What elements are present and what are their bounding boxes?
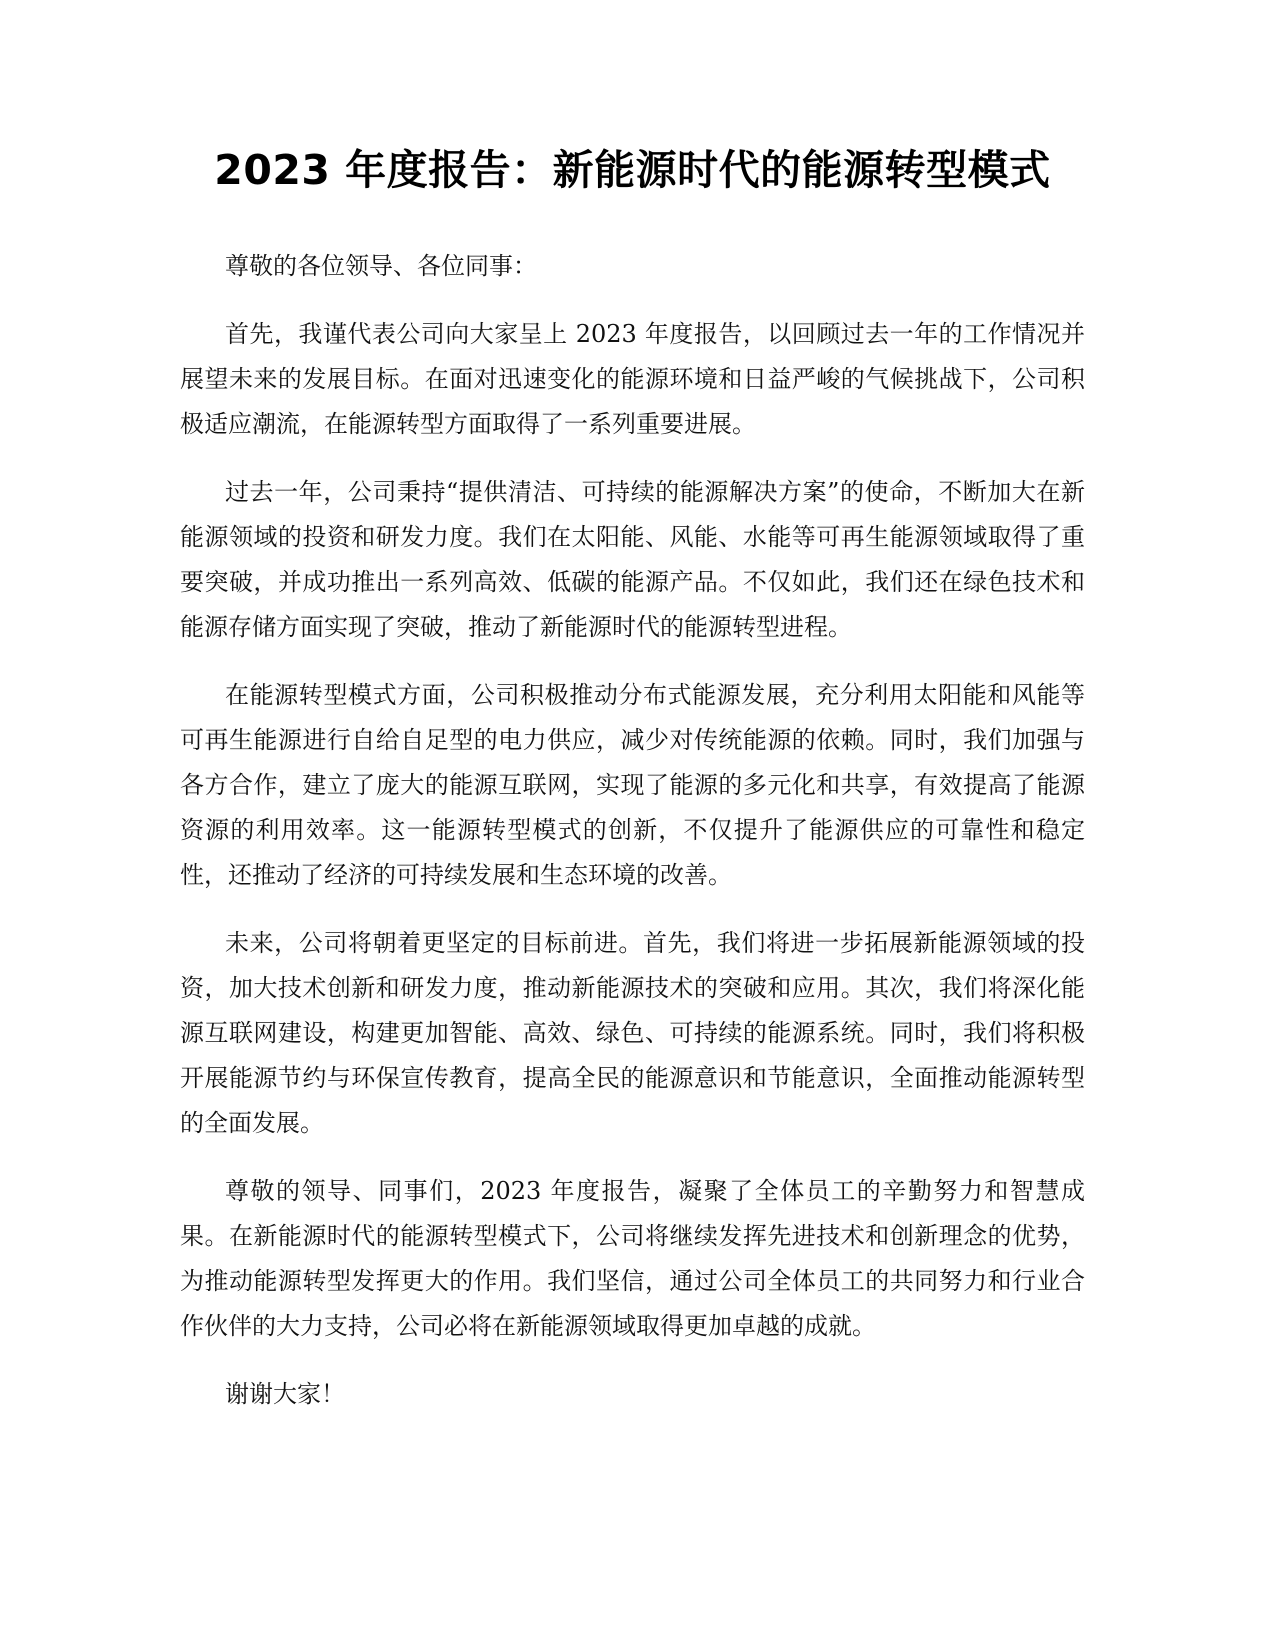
document-title: 2023 年度报告：新能源时代的能源转型模式 [214,146,1051,194]
body-paragraph: 首先，我谨代表公司向大家呈上 2023 年度报告，以回顾过去一年的工作情况并展望未来的发展目标。在面对迅速变化的能源环境和日益严峻的气候挑战下，公司积极适应潮流，在能源转型方面取得了一系列重要进展。 [180,320,1085,438]
body-paragraph: 未来，公司将朝着更坚定的目标前进。首先，我们将进一步拓展新能源领域的投资，加大技术创新和研发力度，推动新能源技术的突破和应用。其次，我们将深化能源互联网建设，构建更加智能、高效、绿色、可持续的能源系统。同时，我们将积极开展能源节约与环保宣传教育，提高全民的能源意识和节能意识，全面推动能源转型的全面发展。 [180,929,1085,1137]
body-paragraph: 尊敬的领导、同事们，2023 年度报告，凝聚了全体员工的辛勤努力和智慧成果。在新能源时代的能源转型模式下，公司将继续发挥先进技术和创新理念的优势，为推动能源转型发挥更大的作用。我们坚信，通过公司全体员工的共同努力和行业合作伙伴的大力支持，公司必将在新能源领域取得更加卓越的成就。 [180,1177,1085,1340]
body-paragraph: 过去一年，公司秉持“提供清洁、可持续的能源解决方案”的使命，不断加大在新能源领域的投资和研发力度。我们在太阳能、风能、水能等可再生能源领域取得了重要突破，并成功推出一系列高效、低碳的能源产品。不仅如此，我们还在绿色技术和能源存储方面实现了突破，推动了新能源时代的能源转型进程。 [180,478,1085,641]
salutation-paragraph: 尊敬的各位领导、各位同事： [225,252,537,280]
closing-paragraph: 谢谢大家！ [225,1380,345,1408]
document-page [180,140,1085,1440]
body-paragraph: 在能源转型模式方面，公司积极推动分布式能源发展，充分利用太阳能和风能等可再生能源进行自给自足型的电力供应，减少对传统能源的依赖。同时，我们加强与各方合作，建立了庞大的能源互联网，实现了能源的多元化和共享，有效提高了能源资源的利用效率。这一能源转型模式的创新，不仅提升了能源供应的可靠性和稳定性，还推动了经济的可持续发展和生态环境的改善。 [180,681,1085,889]
